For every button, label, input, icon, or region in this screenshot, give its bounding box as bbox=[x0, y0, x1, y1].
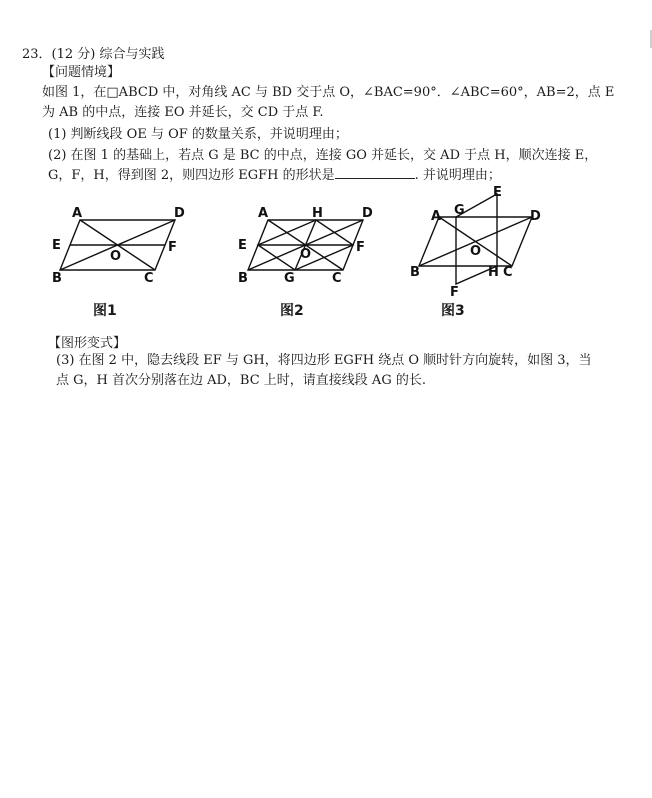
answer-blank bbox=[335, 166, 415, 179]
part-3-text-line-1: (3) 在图 2 中，隐去线段 EF 与 GH，将四边形 EGFH 绕点 O 顺时针方向旋转，如图 3，当 bbox=[56, 353, 592, 368]
fig2-label-c: C bbox=[332, 271, 342, 285]
fig2-label-g: G bbox=[284, 271, 295, 285]
fig3-label-b: B bbox=[410, 265, 420, 280]
fig1-label-c: C bbox=[144, 271, 154, 285]
fig3-label-e: E bbox=[493, 185, 502, 200]
fig1-label-e: E bbox=[52, 238, 61, 253]
figure-1-caption: 图1 bbox=[93, 303, 117, 319]
figure-3 bbox=[404, 184, 554, 304]
fig1-label-f: F bbox=[168, 240, 177, 255]
section-figure-variation: 【图形变式】 bbox=[48, 336, 127, 351]
part-2-text-pre: G，F，H，得到图 2，则四边形 EGFH 的形状是 bbox=[48, 168, 335, 183]
figure-2 bbox=[228, 205, 388, 285]
fig3-label-o: O bbox=[470, 244, 482, 259]
figure-2-caption: 图2 bbox=[280, 303, 304, 319]
question-title: 23．(12 分) 综合与实践 bbox=[22, 47, 165, 62]
figure-1 bbox=[40, 205, 200, 285]
fig1-label-d: D bbox=[174, 206, 185, 221]
fig2-label-o: O bbox=[300, 247, 312, 262]
problem-text-line-2: 为 AB 的中点，连接 EO 并延长，交 CD 于点 F. bbox=[42, 105, 324, 120]
fig2-label-f: F bbox=[356, 240, 365, 255]
part-2-text-line-2 bbox=[48, 166, 501, 185]
fig3-label-d: D bbox=[530, 209, 541, 224]
section-problem-context: 【问题情境】 bbox=[42, 65, 121, 80]
fig3-label-c: C bbox=[503, 265, 513, 280]
fig2-label-b: B bbox=[238, 271, 248, 285]
fig3-label-h: H bbox=[488, 265, 499, 280]
part-1-text: (1) 判断线段 OE 与 OF 的数量关系，并说明理由； bbox=[48, 127, 348, 142]
fig2-label-a: A bbox=[258, 206, 269, 221]
fig3-label-f: F bbox=[450, 285, 459, 300]
problem-text-line-1: 如图 1，在□ABCD 中，对角线 AC 与 BD 交于点 O，∠BAC=90°．∠ABC=60°，AB=2，点 E bbox=[42, 85, 615, 100]
fig1-label-o: O bbox=[110, 249, 122, 264]
fig2-label-h: H bbox=[312, 206, 323, 221]
fig3-label-g: G bbox=[454, 203, 465, 218]
part-3-text-line-2: 点 G，H 首次分别落在边 AD，BC 上时，请直接线段 AG 的长. bbox=[56, 373, 426, 388]
part-2-text-line-1: (2) 在图 1 的基础上，若点 G 是 BC 的中点，连接 GO 并延长，交 AD 于点 H，顺次连接 E， bbox=[48, 148, 598, 163]
fig1-label-b: B bbox=[52, 271, 62, 285]
fig3-label-a: A bbox=[431, 209, 442, 224]
part-2-text-post: . 并说明理由； bbox=[414, 168, 501, 183]
fig1-label-a: A bbox=[72, 206, 83, 221]
fig2-label-e: E bbox=[238, 238, 247, 253]
figure-3-caption: 图3 bbox=[441, 303, 465, 319]
fig2-label-d: D bbox=[362, 206, 373, 221]
